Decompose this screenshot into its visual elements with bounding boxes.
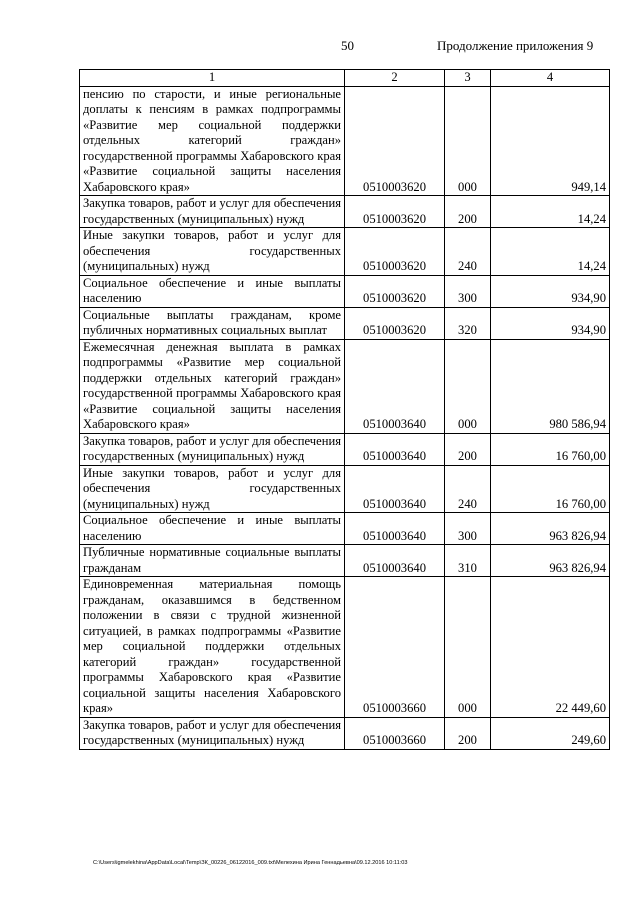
table-row [80,196,610,228]
column-header-3: 3 [445,70,491,87]
row-description: Социальное обеспечение и иные выплаты населению [80,513,345,545]
table-row [80,275,610,307]
continuation-label: Продолжение приложения 9 [437,38,594,53]
row-target-code: 0510003640 [345,433,445,465]
column-header-4: 4 [491,70,610,87]
row-description: Иные закупки товаров, работ и услуг для обеспечения государственных (муниципальных) нужд [80,465,345,513]
file-path-footer: C:\Users\igmelekhina\AppData\Local\Temp\ЗК_00226_06122016_009.txt\Мелехина Ирина Геннадьевна\09.12.2016 10:11:03 [93,860,408,866]
row-target-code: 0510003620 [345,228,445,276]
row-target-code: 0510003620 [345,275,445,307]
row-expense-type: 240 [445,228,491,276]
row-amount: 963 826,94 [491,545,610,577]
row-description: Закупка товаров, работ и услуг для обеспечения государственных (муниципальных) нужд [80,433,345,465]
row-description: пенсию по старости, и иные региональные доплаты к пенсиям в рамках подпрограммы «Развитие мер социальной поддержки отдельных категорий граждан» государственной программы Хабаровского края «Развитие социальной защиты населения Хабаровского края» [80,86,345,196]
table-row [80,433,610,465]
row-expense-type: 200 [445,433,491,465]
row-target-code: 0510003640 [345,545,445,577]
row-expense-type: 310 [445,545,491,577]
row-target-code: 0510003640 [345,465,445,513]
row-amount: 934,90 [491,275,610,307]
row-amount: 934,90 [491,307,610,339]
row-amount: 22 449,60 [491,577,610,718]
row-expense-type: 300 [445,513,491,545]
row-amount: 16 760,00 [491,433,610,465]
budget-table [79,69,610,750]
row-amount: 249,60 [491,717,610,749]
table-row [80,545,610,577]
row-target-code: 0510003620 [345,196,445,228]
row-expense-type: 000 [445,86,491,196]
row-expense-type: 200 [445,717,491,749]
table-row [80,307,610,339]
row-description: Публичные нормативные социальные выплаты гражданам [80,545,345,577]
table-header-row [80,70,610,87]
row-amount: 14,24 [491,196,610,228]
row-amount: 963 826,94 [491,513,610,545]
table-row [80,339,610,433]
row-target-code: 0510003660 [345,717,445,749]
row-target-code: 0510003660 [345,577,445,718]
table-row [80,717,610,749]
row-description: Социальные выплаты гражданам, кроме публичных нормативных социальных выплат [80,307,345,339]
row-amount: 16 760,00 [491,465,610,513]
row-expense-type: 320 [445,307,491,339]
row-target-code: 0510003640 [345,513,445,545]
row-description: Закупка товаров, работ и услуг для обеспечения государственных (муниципальных) нужд [80,717,345,749]
table-row [80,577,610,718]
row-expense-type: 200 [445,196,491,228]
table-row [80,228,610,276]
row-target-code: 0510003620 [345,86,445,196]
row-description: Иные закупки товаров, работ и услуг для обеспечения государственных (муниципальных) нужд [80,228,345,276]
table-row [80,86,610,196]
table-body [80,86,610,749]
row-expense-type: 000 [445,339,491,433]
column-header-1: 1 [80,70,345,87]
row-description: Социальное обеспечение и иные выплаты населению [80,275,345,307]
row-expense-type: 240 [445,465,491,513]
row-expense-type: 000 [445,577,491,718]
row-amount: 14,24 [491,228,610,276]
row-description: Закупка товаров, работ и услуг для обеспечения государственных (муниципальных) нужд [80,196,345,228]
row-expense-type: 300 [445,275,491,307]
table-row [80,513,610,545]
row-description: Единовременная материальная помощь гражданам, оказавшимся в бедственном положении в связи с трудной жизненной ситуацией, в рамках подпрограммы «Развитие мер социальной поддержки отдельных категорий граждан» государственной программы Хабаровского края «Развитие социальной защиты населения Хабаровского края» [80,577,345,718]
row-description: Ежемесячная денежная выплата в рамках подпрограммы «Развитие мер социальной поддержки отдельных категорий граждан» государственной программы Хабаровского края «Развитие социальной защиты населения Хабаровского края» [80,339,345,433]
column-header-2: 2 [345,70,445,87]
table-row [80,465,610,513]
row-amount: 980 586,94 [491,339,610,433]
row-target-code: 0510003640 [345,339,445,433]
row-target-code: 0510003620 [345,307,445,339]
page-number: 50 [341,38,354,53]
row-amount: 949,14 [491,86,610,196]
